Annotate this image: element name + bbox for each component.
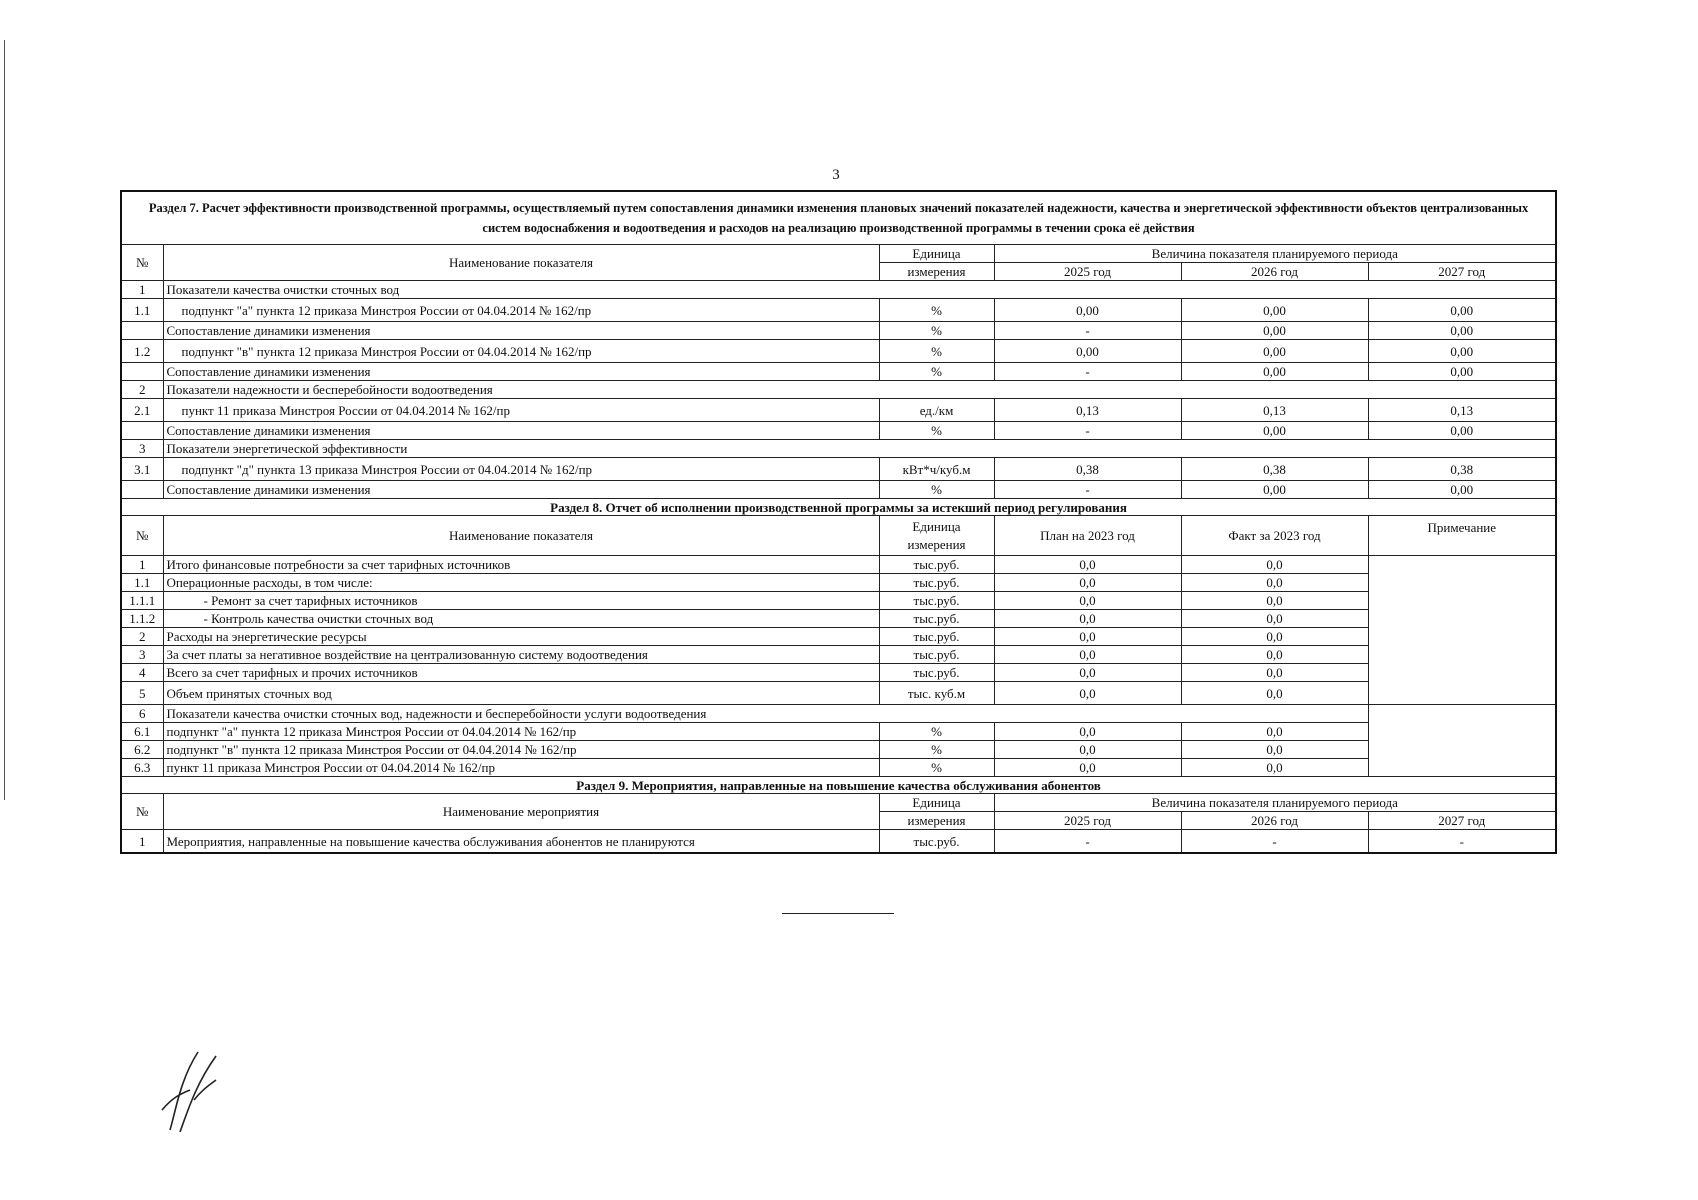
row-num: 2 — [121, 381, 163, 399]
row-num — [121, 481, 163, 499]
table-row — [121, 723, 1556, 741]
section8-header-unit-bottom: измерения — [907, 536, 966, 552]
row-name: подпункт "д" пункта 13 приказа Минстроя России от 04.04.2014 № 162/пр — [163, 458, 879, 481]
section7-header-num: № — [121, 245, 163, 281]
row-name: Показатели качества очистки сточных вод, надежности и бесперебойности услуги водоотведения — [163, 705, 1368, 723]
row-value-2027: 0,00 — [1368, 340, 1556, 363]
section9-header-group: Величина показателя планируемого периода — [994, 794, 1556, 812]
row-num: 1.1 — [121, 574, 163, 592]
row-num — [121, 322, 163, 340]
row-fact: 0,0 — [1181, 592, 1368, 610]
table-row — [121, 830, 1556, 854]
row-value-2025: - — [994, 363, 1181, 381]
row-name: Сопоставление динамики изменения — [163, 422, 879, 440]
report-table — [120, 190, 1557, 854]
row-plan: 0,0 — [994, 628, 1181, 646]
row-plan: 0,0 — [994, 741, 1181, 759]
table-row — [121, 741, 1556, 759]
row-value-2027: 0,00 — [1368, 322, 1556, 340]
row-unit: % — [879, 741, 994, 759]
row-value-2027: 0,00 — [1368, 299, 1556, 322]
row-fact: 0,0 — [1181, 610, 1368, 628]
row-value-2025: 0,13 — [994, 399, 1181, 422]
row-value-2026: 0,00 — [1181, 340, 1368, 363]
table-row — [121, 422, 1556, 440]
section7-header-unit-top: Единица — [879, 245, 994, 263]
page-number: 3 — [832, 167, 840, 183]
table-row — [121, 481, 1556, 499]
row-num — [121, 422, 163, 440]
row-plan: 0,0 — [994, 610, 1181, 628]
row-name: Итого финансовые потребности за счет тарифных источников — [163, 556, 879, 574]
row-name: Сопоставление динамики изменения — [163, 481, 879, 499]
row-name: Расходы на энергетические ресурсы — [163, 628, 879, 646]
section9-header-2027: 2027 год — [1368, 812, 1556, 830]
table-row — [121, 628, 1556, 646]
row-unit: % — [879, 322, 994, 340]
table-row — [121, 363, 1556, 381]
section7-title: Раздел 7. Расчет эффективности производственной программы, осуществляемый путем сопоставления динамики изменения плановых значений показателей надежности, качества и энергетической эффективности объектов централизованных систем водоснабжения и водоотведения и расходов на реализацию производственной программы в течении срока её действия — [121, 191, 1556, 245]
row-name: Мероприятия, направленные на повышение качества обслуживания абонентов не планируются — [163, 830, 879, 854]
document-sheet — [120, 190, 1555, 854]
row-plan: 0,0 — [994, 646, 1181, 664]
row-value-2025: - — [994, 481, 1181, 499]
row-name: подпункт "а" пункта 12 приказа Минстроя России от 04.04.2014 № 162/пр — [163, 299, 879, 322]
row-num: 6.1 — [121, 723, 163, 741]
row-fact: 0,0 — [1181, 628, 1368, 646]
row-name: - Контроль качества очистки сточных вод — [163, 610, 879, 628]
row-plan: 0,0 — [994, 556, 1181, 574]
row-value-2026: 0,00 — [1181, 299, 1368, 322]
row-num: 3 — [121, 440, 163, 458]
section8-header-name: Наименование показателя — [163, 516, 879, 556]
row-unit: тыс.руб. — [879, 556, 994, 574]
row-plan: 0,0 — [994, 723, 1181, 741]
row-unit: тыс.руб. — [879, 628, 994, 646]
table-row — [121, 664, 1556, 682]
row-unit: % — [879, 723, 994, 741]
row-num: 2.1 — [121, 399, 163, 422]
row-num: 1 — [121, 281, 163, 299]
section9-title: Раздел 9. Мероприятия, направленные на повышение качества обслуживания абонентов — [121, 777, 1556, 794]
row-num: 3.1 — [121, 458, 163, 481]
row-num: 1 — [121, 830, 163, 854]
row-unit: % — [879, 759, 994, 777]
table-row — [121, 458, 1556, 481]
section8-header-unit — [879, 516, 994, 556]
table-row — [121, 556, 1556, 574]
section8-header-num: № — [121, 516, 163, 556]
table-row — [121, 592, 1556, 610]
row-unit: тыс.руб. — [879, 830, 994, 854]
table-row — [121, 646, 1556, 664]
row-plan: 0,0 — [994, 664, 1181, 682]
row-plan: 0,0 — [994, 574, 1181, 592]
row-value-2026: - — [1181, 830, 1368, 854]
section9-header-name: Наименование мероприятия — [163, 794, 879, 830]
row-num: 1 — [121, 556, 163, 574]
table-row — [121, 281, 1556, 299]
row-num: 6 — [121, 705, 163, 723]
row-name: подпункт "а" пункта 12 приказа Минстроя России от 04.04.2014 № 162/пр — [163, 723, 879, 741]
row-fact: 0,0 — [1181, 574, 1368, 592]
row-value-2027: 0,00 — [1368, 481, 1556, 499]
row-fact: 0,0 — [1181, 646, 1368, 664]
table-row — [121, 381, 1556, 399]
row-fact: 0,0 — [1181, 682, 1368, 705]
section7-header-2026: 2026 год — [1181, 263, 1368, 281]
section8-header-note: Примечание — [1368, 516, 1556, 556]
row-name: - Ремонт за счет тарифных источников — [163, 592, 879, 610]
row-unit: % — [879, 363, 994, 381]
row-value-2026: 0,13 — [1181, 399, 1368, 422]
row-unit: тыс.руб. — [879, 664, 994, 682]
row-plan: 0,0 — [994, 592, 1181, 610]
row-num: 5 — [121, 682, 163, 705]
row-value-2025: - — [994, 422, 1181, 440]
row-value-2027: 0,00 — [1368, 363, 1556, 381]
row-fact: 0,0 — [1181, 741, 1368, 759]
row-name: Сопоставление динамики изменения — [163, 363, 879, 381]
section7-header-name: Наименование показателя — [163, 245, 879, 281]
section8-header-plan: План на 2023 год — [994, 516, 1181, 556]
row-plan: 0,0 — [994, 759, 1181, 777]
row-num: 1.1 — [121, 299, 163, 322]
table-row — [121, 340, 1556, 363]
row-name: Показатели энергетической эффективности — [163, 440, 1556, 458]
row-value-2026: 0,00 — [1181, 363, 1368, 381]
row-unit: тыс. куб.м — [879, 682, 994, 705]
row-unit: кВт*ч/куб.м — [879, 458, 994, 481]
row-unit: тыс.руб. — [879, 592, 994, 610]
note-cell — [1368, 556, 1556, 705]
row-value-2025: - — [994, 830, 1181, 854]
table-row — [121, 299, 1556, 322]
row-value-2027: - — [1368, 830, 1556, 854]
row-value-2025: 0,38 — [994, 458, 1181, 481]
row-name: Операционные расходы, в том числе: — [163, 574, 879, 592]
row-unit: тыс.руб. — [879, 646, 994, 664]
row-unit: ед./км — [879, 399, 994, 422]
section9-header-2025: 2025 год — [994, 812, 1181, 830]
note-cell — [1368, 705, 1556, 777]
section8-header-fact: Факт за 2023 год — [1181, 516, 1368, 556]
row-value-2026: 0,38 — [1181, 458, 1368, 481]
section7-header-2025: 2025 год — [994, 263, 1181, 281]
row-plan: 0,0 — [994, 682, 1181, 705]
row-name: Сопоставление динамики изменения — [163, 322, 879, 340]
row-num: 2 — [121, 628, 163, 646]
section8-header-unit-top: Единица — [912, 518, 961, 534]
row-num: 3 — [121, 646, 163, 664]
row-num: 6.2 — [121, 741, 163, 759]
table-row — [121, 399, 1556, 422]
table-row — [121, 610, 1556, 628]
row-num — [121, 363, 163, 381]
table-row — [121, 322, 1556, 340]
row-unit: % — [879, 481, 994, 499]
section7-header-group: Величина показателя планируемого периода — [994, 245, 1556, 263]
row-unit: % — [879, 299, 994, 322]
row-unit: тыс.руб. — [879, 574, 994, 592]
row-num: 6.3 — [121, 759, 163, 777]
row-value-2025: 0,00 — [994, 299, 1181, 322]
table-row — [121, 574, 1556, 592]
row-value-2026: 0,00 — [1181, 422, 1368, 440]
row-name: Всего за счет тарифных и прочих источников — [163, 664, 879, 682]
row-name: подпункт "в" пункта 12 приказа Минстроя России от 04.04.2014 № 162/пр — [163, 340, 879, 363]
row-fact: 0,0 — [1181, 556, 1368, 574]
row-name: Показатели качества очистки сточных вод — [163, 281, 1556, 299]
row-fact: 0,0 — [1181, 723, 1368, 741]
section7-header-2027: 2027 год — [1368, 263, 1556, 281]
row-num: 1.1.1 — [121, 592, 163, 610]
row-value-2027: 0,00 — [1368, 422, 1556, 440]
footer-rule — [782, 913, 894, 914]
row-value-2027: 0,13 — [1368, 399, 1556, 422]
row-unit: % — [879, 340, 994, 363]
row-name: пункт 11 приказа Минстроя России от 04.04.2014 № 162/пр — [163, 759, 879, 777]
section9-header-unit-bottom: измерения — [879, 812, 994, 830]
scan-edge-line — [4, 40, 5, 800]
row-value-2025: 0,00 — [994, 340, 1181, 363]
table-row — [121, 705, 1556, 723]
section9-header-unit-top: Единица — [879, 794, 994, 812]
row-value-2026: 0,00 — [1181, 481, 1368, 499]
row-unit: тыс.руб. — [879, 610, 994, 628]
table-row — [121, 682, 1556, 705]
row-name: подпункт "в" пункта 12 приказа Минстроя России от 04.04.2014 № 162/пр — [163, 741, 879, 759]
table-row — [121, 759, 1556, 777]
row-num: 1.1.2 — [121, 610, 163, 628]
row-name: За счет платы за негативное воздействие на централизованную систему водоотведения — [163, 646, 879, 664]
row-name: Объем принятых сточных вод — [163, 682, 879, 705]
row-value-2025: - — [994, 322, 1181, 340]
row-fact: 0,0 — [1181, 664, 1368, 682]
section9-header-2026: 2026 год — [1181, 812, 1368, 830]
signature — [150, 1040, 230, 1140]
row-name: пункт 11 приказа Минстроя России от 04.04.2014 № 162/пр — [163, 399, 879, 422]
section7-header-unit-bottom: измерения — [879, 263, 994, 281]
section9-header-num: № — [121, 794, 163, 830]
row-name: Показатели надежности и бесперебойности водоотведения — [163, 381, 1556, 399]
row-num: 4 — [121, 664, 163, 682]
row-unit: % — [879, 422, 994, 440]
row-value-2027: 0,38 — [1368, 458, 1556, 481]
table-row — [121, 440, 1556, 458]
row-value-2026: 0,00 — [1181, 322, 1368, 340]
row-num: 1.2 — [121, 340, 163, 363]
section8-title: Раздел 8. Отчет об исполнении производственной программы за истекший период регулирования — [121, 499, 1556, 516]
row-fact: 0,0 — [1181, 759, 1368, 777]
